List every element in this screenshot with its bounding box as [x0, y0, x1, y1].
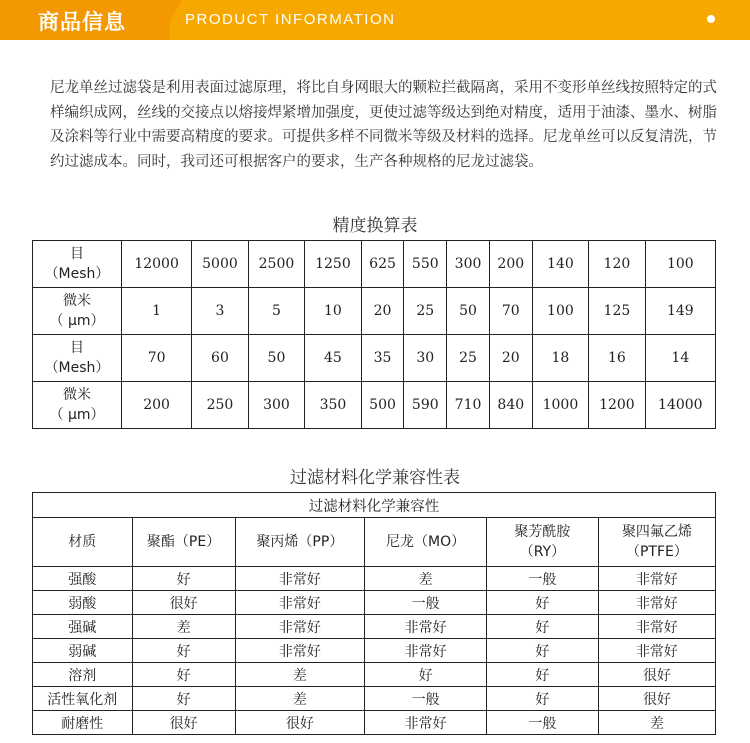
row-label-main: 目: [70, 246, 84, 262]
dot-icon: [707, 15, 715, 23]
conversion-table: [32, 240, 716, 429]
table-cell: 350: [305, 382, 361, 429]
table-cell: 非常好: [235, 615, 365, 639]
row-label: [33, 382, 122, 429]
table-cell: 14: [645, 335, 715, 382]
table-cell: 840: [489, 382, 532, 429]
table-cell: 一般: [486, 711, 598, 735]
product-description: [50, 76, 720, 174]
table-cell: 300: [447, 241, 490, 288]
row-label-main: 目: [70, 340, 84, 356]
material-property: 强碱: [33, 615, 133, 639]
column-header: [235, 518, 365, 567]
description-text: 尼龙单丝过滤袋是利用表面过滤原理，将比自身网眼大的颗粒拦截隔离，采用不变形单丝线按照特定的式样编织成网，丝线的交接点以熔接焊紧增加强度，更使过滤等级达到绝对精度，适用于油漆、墨水、树脂及涂料等行业中需要高精度的要求。可提供多样不同微米等级及材料的选择。尼龙单丝可以反复清洗，节约过滤成本。同时，我司还可根据客户的要求，生产各种规格的尼龙过滤袋。: [50, 80, 717, 170]
column-header-main: 材质: [68, 534, 97, 550]
table-cell: 差: [132, 615, 235, 639]
table-cell: 25: [447, 335, 490, 382]
table-cell: 625: [361, 241, 404, 288]
material-property: 活性氧化剂: [33, 687, 133, 711]
table-cell: 很好: [132, 711, 235, 735]
table-cell: 非常好: [235, 639, 365, 663]
row-label-unit: （Mesh）: [44, 266, 110, 282]
table-cell: 5: [248, 288, 304, 335]
table-cell: 140: [532, 241, 588, 288]
table-row: [33, 591, 716, 615]
table-cell: 60: [192, 335, 248, 382]
table-cell: 30: [404, 335, 447, 382]
row-label-unit: （ μm）: [49, 407, 105, 423]
table-cell: 1000: [532, 382, 588, 429]
table-cell: 好: [365, 663, 487, 687]
row-label-unit: （ μm）: [49, 313, 105, 329]
table-cell: 1250: [305, 241, 361, 288]
table-cell: 2500: [248, 241, 304, 288]
column-header: [33, 518, 133, 567]
column-header-main: 聚丙烯（PP）: [256, 534, 344, 550]
table-cell: 很好: [598, 687, 715, 711]
row-label: [33, 241, 122, 288]
table-row: [33, 382, 716, 429]
table-cell: 差: [598, 711, 715, 735]
column-header-main: 聚四氟乙烯: [621, 524, 692, 540]
table-cell: 3: [192, 288, 248, 335]
table-cell: 50: [248, 335, 304, 382]
table-cell: 500: [361, 382, 404, 429]
table-cell: 很好: [598, 663, 715, 687]
table-cell: 12000: [122, 241, 192, 288]
table-row: [33, 711, 716, 735]
table-cell: 20: [489, 335, 532, 382]
table-cell: 300: [248, 382, 304, 429]
compat-header-row: [33, 518, 716, 567]
table-cell: 一般: [365, 687, 487, 711]
material-property: 弱酸: [33, 591, 133, 615]
row-label-main: 微米: [63, 293, 91, 309]
table-cell: 好: [486, 663, 598, 687]
header-notch: [158, 0, 182, 40]
table-cell: 25: [404, 288, 447, 335]
table-cell: 非常好: [365, 639, 487, 663]
table-cell: 非常好: [598, 639, 715, 663]
table-row: [33, 639, 716, 663]
table-cell: 差: [365, 567, 487, 591]
table-cell: 10: [305, 288, 361, 335]
table-cell: 100: [645, 241, 715, 288]
table-cell: 一般: [486, 567, 598, 591]
column-header-main: 聚芳酰胺: [514, 524, 571, 540]
table-row: [33, 335, 716, 382]
table-row: [33, 241, 716, 288]
compat-table: [32, 492, 716, 735]
table-cell: 很好: [132, 591, 235, 615]
header-title: 商品信息: [38, 10, 126, 34]
table-cell: 好: [132, 567, 235, 591]
row-label: [33, 288, 122, 335]
table-row: [33, 687, 716, 711]
table-cell: 590: [404, 382, 447, 429]
column-header: [598, 518, 715, 567]
table-cell: 120: [589, 241, 645, 288]
material-property: 耐磨性: [33, 711, 133, 735]
table-cell: 好: [132, 663, 235, 687]
column-header-main: 聚酯（PE）: [146, 534, 221, 550]
table-cell: 16: [589, 335, 645, 382]
compat-caption-row: [33, 493, 716, 518]
table-cell: 非常好: [235, 567, 365, 591]
table-row: [33, 663, 716, 687]
table-cell: 70: [489, 288, 532, 335]
header-subtitle: PRODUCT INFORMATION: [185, 11, 396, 28]
table-cell: 好: [132, 687, 235, 711]
row-label-main: 微米: [63, 387, 91, 403]
table-cell: 100: [532, 288, 588, 335]
table-cell: 18: [532, 335, 588, 382]
compat-caption: 过滤材料化学兼容性: [33, 493, 716, 518]
table-cell: 好: [486, 615, 598, 639]
table-cell: 550: [404, 241, 447, 288]
table-cell: 非常好: [235, 591, 365, 615]
table-cell: 好: [132, 639, 235, 663]
table-cell: 125: [589, 288, 645, 335]
column-header: [486, 518, 598, 567]
section-header: [0, 0, 750, 40]
table-cell: 1: [122, 288, 192, 335]
table-cell: 非常好: [365, 711, 487, 735]
table-cell: 250: [192, 382, 248, 429]
conversion-table-title: 精度换算表: [332, 216, 418, 236]
table-cell: 45: [305, 335, 361, 382]
table-cell: 1200: [589, 382, 645, 429]
table-cell: 200: [489, 241, 532, 288]
table-cell: 差: [235, 687, 365, 711]
row-label-unit: （Mesh）: [44, 360, 110, 376]
column-header: [132, 518, 235, 567]
table-cell: 200: [122, 382, 192, 429]
row-label: [33, 335, 122, 382]
material-property: 溶剂: [33, 663, 133, 687]
material-property: 弱碱: [33, 639, 133, 663]
table-cell: 14000: [645, 382, 715, 429]
column-header-sub: （PTFE）: [625, 544, 688, 560]
table-cell: 非常好: [598, 567, 715, 591]
table-row: [33, 288, 716, 335]
column-header-sub: （RY）: [519, 544, 566, 560]
column-header: [365, 518, 487, 567]
compat-table-title: 过滤材料化学兼容性表: [290, 468, 460, 488]
table-cell: 好: [486, 687, 598, 711]
table-cell: 149: [645, 288, 715, 335]
table-cell: 35: [361, 335, 404, 382]
table-cell: 一般: [365, 591, 487, 615]
table-cell: 70: [122, 335, 192, 382]
table-row: [33, 615, 716, 639]
table-row: [33, 567, 716, 591]
table-cell: 很好: [235, 711, 365, 735]
table-cell: 5000: [192, 241, 248, 288]
table-cell: 好: [486, 639, 598, 663]
table-cell: 非常好: [598, 615, 715, 639]
column-header-main: 尼龙（MO）: [386, 534, 466, 550]
table-cell: 非常好: [365, 615, 487, 639]
table-cell: 好: [486, 591, 598, 615]
material-property: 强酸: [33, 567, 133, 591]
table-cell: 非常好: [598, 591, 715, 615]
table-cell: 50: [447, 288, 490, 335]
table-cell: 710: [447, 382, 490, 429]
table-cell: 差: [235, 663, 365, 687]
table-cell: 20: [361, 288, 404, 335]
